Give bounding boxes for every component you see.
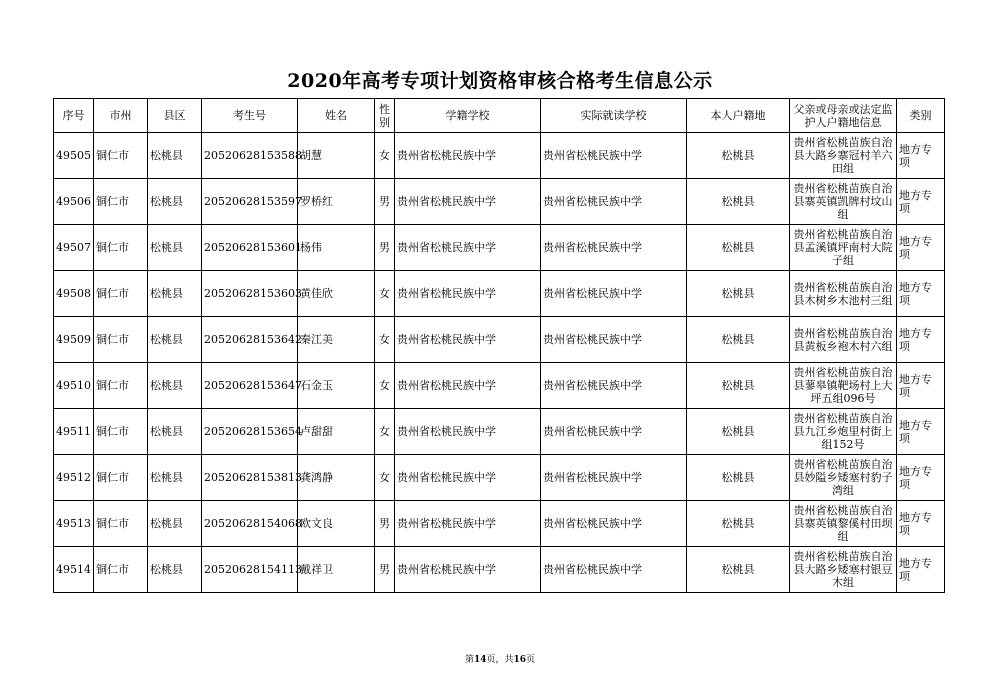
cell-exam-no: 20520628153642 [202,317,298,363]
table-row [54,363,945,409]
cell-name: 胡慧 [298,133,375,179]
cell-exam-no: 20520628153588 [202,133,298,179]
cell-exam-no: 20520628154113 [202,547,298,593]
cell-name: 秦江美 [298,317,375,363]
table-row [54,455,945,501]
cell-actual-school: 贵州省松桃民族中学 [541,271,687,317]
header-name: 姓名 [298,99,375,133]
cell-hukou: 松桃县 [687,455,790,501]
header-exam-no: 考生号 [202,99,298,133]
table-row [54,133,945,179]
cell-category: 地方专项 [897,225,945,271]
cell-guardian: 贵州省松桃苗族自治县妙隘乡矮塞村豹子湾组 [790,455,897,501]
cell-category: 地方专项 [897,179,945,225]
header-county: 县区 [148,99,202,133]
cell-reg-school: 贵州省松桃民族中学 [395,501,541,547]
table-row [54,547,945,593]
cell-gender: 男 [375,547,395,593]
cell-actual-school: 贵州省松桃民族中学 [541,225,687,271]
cell-actual-school: 贵州省松桃民族中学 [541,501,687,547]
cell-name: 黄佳欣 [298,271,375,317]
cell-county: 松桃县 [148,179,202,225]
cell-hukou: 松桃县 [687,409,790,455]
cell-name: 卢甜甜 [298,409,375,455]
cell-name: 罗桥红 [298,179,375,225]
cell-hukou: 松桃县 [687,317,790,363]
cell-city: 铜仁市 [94,225,148,271]
cell-category: 地方专项 [897,317,945,363]
cell-exam-no: 20520628153813 [202,455,298,501]
cell-actual-school: 贵州省松桃民族中学 [541,179,687,225]
cell-hukou: 松桃县 [687,547,790,593]
cell-gender: 女 [375,133,395,179]
cell-actual-school: 贵州省松桃民族中学 [541,455,687,501]
cell-reg-school: 贵州省松桃民族中学 [395,547,541,593]
header-actual-school: 实际就读学校 [541,99,687,133]
cell-actual-school: 贵州省松桃民族中学 [541,133,687,179]
header-seq: 序号 [54,99,94,133]
header-category: 类别 [897,99,945,133]
cell-name: 戴祥卫 [298,547,375,593]
cell-name: 龚鸿静 [298,455,375,501]
cell-county: 松桃县 [148,455,202,501]
cell-reg-school: 贵州省松桃民族中学 [395,317,541,363]
table-row [54,317,945,363]
table-row [54,271,945,317]
cell-reg-school: 贵州省松桃民族中学 [395,363,541,409]
header-city: 市州 [94,99,148,133]
cell-gender: 男 [375,179,395,225]
cell-seq: 49512 [54,455,94,501]
cell-hukou: 松桃县 [687,179,790,225]
table-row [54,225,945,271]
cell-category: 地方专项 [897,501,945,547]
cell-reg-school: 贵州省松桃民族中学 [395,455,541,501]
cell-gender: 女 [375,317,395,363]
cell-gender: 女 [375,271,395,317]
cell-exam-no: 20520628153601 [202,225,298,271]
cell-city: 铜仁市 [94,317,148,363]
cell-category: 地方专项 [897,363,945,409]
cell-seq: 49507 [54,225,94,271]
cell-county: 松桃县 [148,501,202,547]
cell-reg-school: 贵州省松桃民族中学 [395,179,541,225]
footer-prefix: 第 [464,655,474,665]
cell-gender: 女 [375,455,395,501]
cell-guardian: 贵州省松桃苗族自治县大路乡寨冠村羊六田组 [790,133,897,179]
cell-category: 地方专项 [897,547,945,593]
candidate-table [53,98,945,593]
cell-city: 铜仁市 [94,455,148,501]
cell-seq: 49506 [54,179,94,225]
cell-reg-school: 贵州省松桃民族中学 [395,271,541,317]
cell-guardian: 贵州省松桃苗族自治县大路乡矮塞村银豆木组 [790,547,897,593]
cell-hukou: 松桃县 [687,133,790,179]
cell-guardian: 贵州省松桃苗族自治县孟溪镇坪南村大院子组 [790,225,897,271]
cell-guardian: 贵州省松桃苗族自治县黄板乡袍木村六组 [790,317,897,363]
footer-middle: 页，共 [486,655,514,665]
cell-hukou: 松桃县 [687,501,790,547]
cell-city: 铜仁市 [94,409,148,455]
cell-county: 松桃县 [148,317,202,363]
cell-guardian: 贵州省松桃苗族自治县木树乡木池村三组 [790,271,897,317]
cell-guardian: 贵州省松桃苗族自治县蓼皋镇靶场村上大坪五组096号 [790,363,897,409]
cell-seq: 49513 [54,501,94,547]
cell-hukou: 松桃县 [687,271,790,317]
header-hukou: 本人户籍地 [687,99,790,133]
cell-seq: 49514 [54,547,94,593]
cell-exam-no: 20520628153654 [202,409,298,455]
cell-guardian: 贵州省松桃苗族自治县寨英镇黎傒村田坝组 [790,501,897,547]
table-row [54,501,945,547]
cell-name: 石金玉 [298,363,375,409]
cell-name: 杨伟 [298,225,375,271]
cell-city: 铜仁市 [94,501,148,547]
header-reg-school: 学籍学校 [395,99,541,133]
cell-county: 松桃县 [148,133,202,179]
cell-gender: 男 [375,225,395,271]
cell-seq: 49511 [54,409,94,455]
table-row [54,409,945,455]
cell-reg-school: 贵州省松桃民族中学 [395,409,541,455]
cell-gender: 男 [375,501,395,547]
header-gender: 性别 [375,99,395,133]
cell-city: 铜仁市 [94,363,148,409]
cell-exam-no: 20520628153647 [202,363,298,409]
cell-seq: 49505 [54,133,94,179]
cell-guardian: 贵州省松桃苗族自治县寨英镇凯牌村坟山组 [790,179,897,225]
cell-seq: 49510 [54,363,94,409]
cell-city: 铜仁市 [94,133,148,179]
cell-seq: 49509 [54,317,94,363]
cell-reg-school: 贵州省松桃民族中学 [395,225,541,271]
table-row [54,179,945,225]
footer-total-pages: 16 [513,655,527,665]
cell-county: 松桃县 [148,409,202,455]
cell-city: 铜仁市 [94,547,148,593]
page-footer [0,652,1000,665]
cell-actual-school: 贵州省松桃民族中学 [541,363,687,409]
cell-exam-no: 20520628153603 [202,271,298,317]
cell-category: 地方专项 [897,409,945,455]
cell-county: 松桃县 [148,363,202,409]
cell-county: 松桃县 [148,225,202,271]
cell-actual-school: 贵州省松桃民族中学 [541,317,687,363]
footer-current-page: 14 [473,655,487,665]
cell-reg-school: 贵州省松桃民族中学 [395,133,541,179]
cell-category: 地方专项 [897,455,945,501]
cell-gender: 女 [375,363,395,409]
cell-category: 地方专项 [897,271,945,317]
cell-seq: 49508 [54,271,94,317]
cell-city: 铜仁市 [94,179,148,225]
cell-category: 地方专项 [897,133,945,179]
cell-county: 松桃县 [148,271,202,317]
cell-exam-no: 20520628153597 [202,179,298,225]
page-title: 2020年高考专项计划资格审核合格考生信息公示 [287,70,713,92]
cell-actual-school: 贵州省松桃民族中学 [541,409,687,455]
cell-actual-school: 贵州省松桃民族中学 [541,547,687,593]
header-guardian: 父亲或母亲或法定监护人户籍地信息 [790,99,897,133]
cell-city: 铜仁市 [94,271,148,317]
cell-gender: 女 [375,409,395,455]
cell-hukou: 松桃县 [687,363,790,409]
footer-suffix: 页 [526,655,536,665]
table-header-row [54,99,945,133]
cell-guardian: 贵州省松桃苗族自治县九江乡炮里村街上组152号 [790,409,897,455]
cell-exam-no: 20520628154068 [202,501,298,547]
cell-hukou: 松桃县 [687,225,790,271]
cell-county: 松桃县 [148,547,202,593]
cell-name: 欧文良 [298,501,375,547]
